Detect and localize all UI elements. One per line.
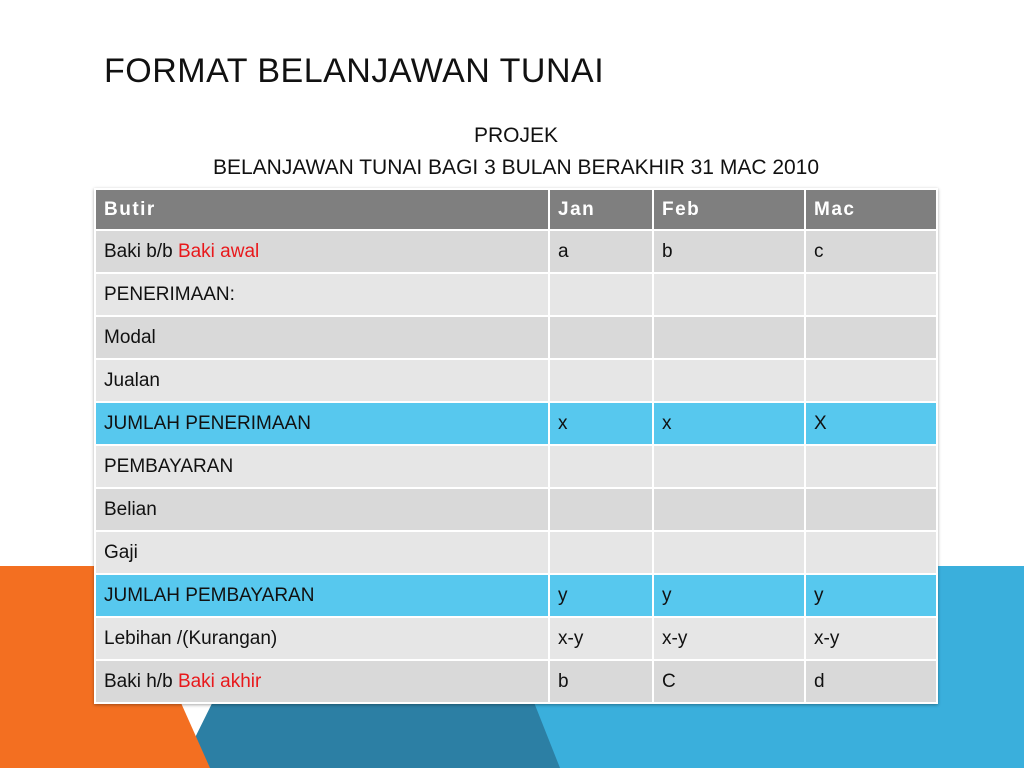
table-subtitle: [96, 120, 936, 184]
cell-jan: [549, 316, 653, 359]
cell-jan: x-y: [549, 617, 653, 660]
row-label: PEMBAYARAN: [95, 445, 549, 488]
cell-mac: y: [805, 574, 937, 617]
cell-feb: b: [653, 230, 805, 273]
cell-jan: a: [549, 230, 653, 273]
cell-mac: [805, 359, 937, 402]
cell-jan: [549, 488, 653, 531]
row-label: [95, 230, 549, 273]
header-mac: Mac: [805, 189, 937, 230]
row-label: JUMLAH PENERIMAAN: [95, 402, 549, 445]
cell-jan: x: [549, 402, 653, 445]
row-label: Jualan: [95, 359, 549, 402]
header-jan: Jan: [549, 189, 653, 230]
row-label-text: Baki b/b: [104, 240, 178, 262]
table-row: [95, 445, 937, 488]
page-title: FORMAT BELANJAWAN TUNAI: [104, 52, 605, 90]
table-row: [95, 531, 937, 574]
cell-feb: [653, 488, 805, 531]
row-label: Modal: [95, 316, 549, 359]
cell-feb: [653, 359, 805, 402]
cell-mac: d: [805, 660, 937, 703]
row-label: JUMLAH PEMBAYARAN: [95, 574, 549, 617]
cell-feb: [653, 316, 805, 359]
row-label-note: Baki akhir: [177, 670, 262, 692]
table-row: [95, 660, 937, 703]
header-feb: Feb: [653, 189, 805, 230]
row-label-text: Baki h/b: [104, 670, 178, 692]
row-label: Gaji: [95, 531, 549, 574]
table-row-total-payments: [95, 574, 937, 617]
row-label-note: Baki awal: [177, 240, 260, 262]
cell-mac: [805, 316, 937, 359]
cell-mac: [805, 488, 937, 531]
table-row: [95, 617, 937, 660]
cell-mac: [805, 445, 937, 488]
row-label: PENERIMAAN:: [95, 273, 549, 316]
table-header-row: [95, 189, 937, 230]
cell-mac: [805, 531, 937, 574]
table-row: [95, 273, 937, 316]
cell-mac: c: [805, 230, 937, 273]
cell-mac: x-y: [805, 617, 937, 660]
table-row: [95, 316, 937, 359]
cell-jan: [549, 445, 653, 488]
cell-feb: y: [653, 574, 805, 617]
table-row: [95, 359, 937, 402]
cell-jan: y: [549, 574, 653, 617]
cell-jan: [549, 531, 653, 574]
cell-feb: x-y: [653, 617, 805, 660]
cell-jan: [549, 359, 653, 402]
subtitle-line-1: PROJEK: [473, 124, 559, 147]
cell-jan: b: [549, 660, 653, 703]
header-butir: Butir: [95, 189, 549, 230]
cell-jan: [549, 273, 653, 316]
table-row-total-receipts: [95, 402, 937, 445]
cell-mac: [805, 273, 937, 316]
table-row: [95, 488, 937, 531]
cell-feb: x: [653, 402, 805, 445]
row-label: Lebihan /(Kurangan): [95, 617, 549, 660]
table-row: [95, 230, 937, 273]
cell-feb: C: [653, 660, 805, 703]
cell-feb: [653, 531, 805, 574]
row-label: Belian: [95, 488, 549, 531]
subtitle-line-2: BELANJAWAN TUNAI BAGI 3 BULAN BERAKHIR 31 MAC 2010: [212, 156, 820, 179]
cash-budget-table: [94, 188, 938, 704]
cell-mac: X: [805, 402, 937, 445]
cell-feb: [653, 445, 805, 488]
cell-feb: [653, 273, 805, 316]
row-label: [95, 660, 549, 703]
